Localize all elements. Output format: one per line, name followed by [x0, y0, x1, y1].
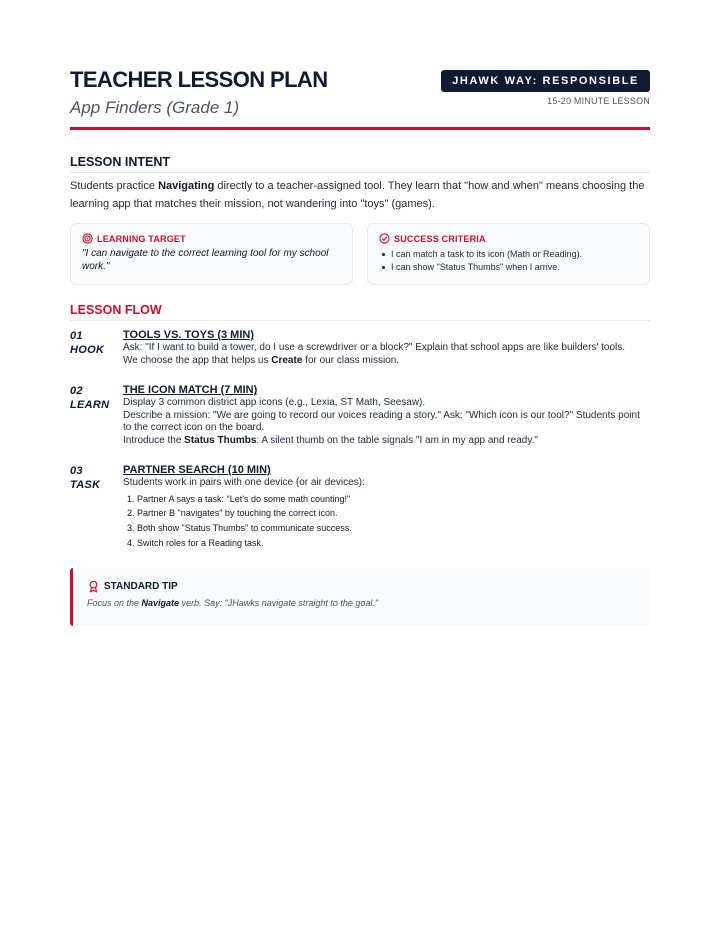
- flow-step-text: Describe a mission: "We are going to record our voices reading a story." Ask: "Which icon is our tool?" Students point to the correct icon on the board.: [123, 409, 640, 433]
- standard-tip-text: Focus on the Navigate verb. Say: "JHawks navigate straight to the goal.": [87, 597, 379, 608]
- check-circle-icon: [379, 233, 390, 244]
- success-criteria-header: [379, 233, 638, 244]
- flow-step-body: [123, 329, 650, 367]
- success-criteria-item: I can show "Status Thumbs" when I arrive.: [379, 261, 638, 274]
- flow-step-text: Display 3 common district app icons (e.g., Lexia, ST Math, Seesaw).: [123, 397, 426, 408]
- flow-step-body: [123, 384, 650, 447]
- flow-step-text: Introduce the Status Thumbs: A silent thumb on the table signals "I am in my app and ready.": [123, 434, 538, 446]
- success-criteria-card: [367, 223, 650, 285]
- task-steps-list: [123, 492, 650, 551]
- flow-step-number: 02: [70, 385, 83, 397]
- flow-step-body: [123, 464, 650, 551]
- task-step: 2. Partner B "navigates" by touching the correct icon.: [127, 508, 338, 519]
- success-criteria-list: [379, 248, 638, 273]
- flow-step-number: 03: [70, 465, 83, 477]
- task-step: 1. Partner A says a task: "Let's do some math counting!": [127, 493, 351, 504]
- flow-step-heading: THE ICON MATCH (7 MIN): [123, 384, 258, 396]
- standard-tip-box: [70, 568, 650, 626]
- flow-step-learn: [70, 384, 650, 447]
- flow-step-label: [70, 384, 123, 447]
- task-step: 4. Switch roles for a Reading task.: [127, 537, 264, 548]
- lesson-intent-text: Students practice Navigating directly to a teacher-assigned tool. They learn that "how and when" means choosing the learning app that matches their mission, not wandering into "toys" (games).: [70, 180, 645, 210]
- header: [70, 66, 650, 122]
- standard-tip-header: [87, 580, 633, 593]
- flow-step-heading: TOOLS VS. TOYS (3 MIN): [123, 329, 255, 341]
- flow-step-name: TASK: [70, 479, 101, 491]
- flow-step-name: HOOK: [70, 344, 105, 356]
- flow-step-number: 01: [70, 330, 83, 342]
- flow-step-name: LEARN: [70, 399, 110, 411]
- flow-step-text: We choose the app that helps us Create for our class mission.: [123, 354, 400, 366]
- learning-target-header: [82, 233, 341, 244]
- jhawk-way-badge: JHAWK WAY: RESPONSIBLE: [441, 70, 650, 92]
- flow-step-label: [70, 464, 123, 551]
- lesson-intent-heading: LESSON INTENT: [70, 155, 650, 173]
- lesson-flow: [70, 329, 650, 551]
- learning-target-heading: LEARNING TARGET: [97, 233, 186, 244]
- header-divider: [70, 127, 650, 130]
- target-icon: [82, 233, 93, 244]
- flow-step-task: [70, 464, 650, 551]
- lesson-flow-heading: LESSON FLOW: [70, 303, 650, 321]
- flow-step-hook: [70, 329, 650, 367]
- success-criteria-item: I can match a task to its icon (Math or Reading).: [379, 248, 638, 261]
- flow-step-text: Students work in pairs with one device (or air devices):: [123, 477, 365, 488]
- flow-step-heading: PARTNER SEARCH (10 MIN): [123, 464, 271, 476]
- flow-step-label: [70, 329, 123, 367]
- lesson-duration: 15-20 MINUTE LESSON: [547, 96, 650, 106]
- standard-tip-heading: STANDARD TIP: [104, 580, 178, 592]
- learning-target-quote: "I can navigate to the correct learning tool for my school work.": [82, 248, 329, 272]
- target-cards: [70, 223, 650, 285]
- page-subtitle: App Finders (Grade 1): [70, 98, 240, 117]
- page-title: TEACHER LESSON PLAN: [70, 67, 328, 92]
- learning-target-card: [70, 223, 353, 285]
- lesson-plan-page: [70, 66, 650, 626]
- task-step: 3. Both show "Status Thumbs" to communicate success.: [127, 523, 352, 534]
- flow-step-text: Ask: "If I want to build a tower, do I use a screwdriver or a block?" Explain that school apps are like builders' tools.: [123, 342, 626, 353]
- award-ribbon-icon: [87, 580, 100, 593]
- success-criteria-heading: SUCCESS CRITERIA: [394, 233, 486, 244]
